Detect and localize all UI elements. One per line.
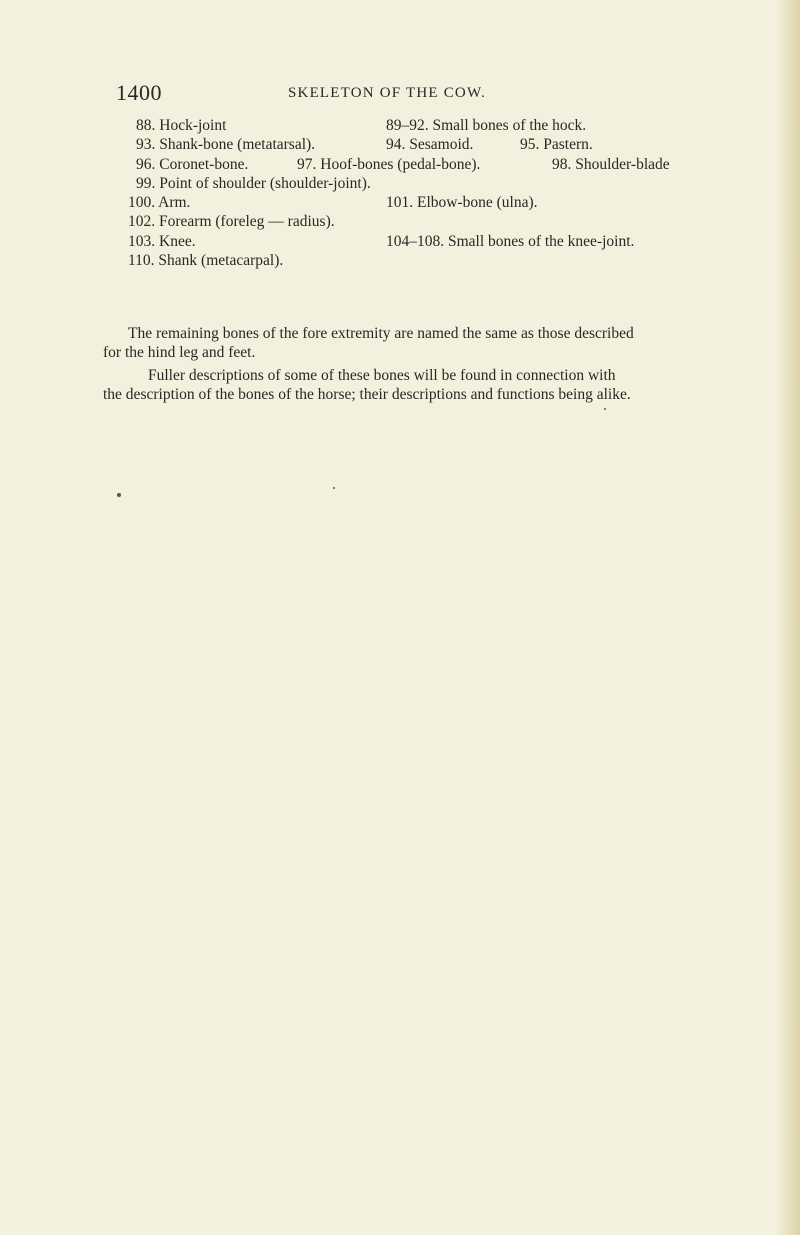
paragraph-line: for the hind leg and feet. bbox=[103, 344, 256, 362]
legend-entry-94: 94. Sesamoid. bbox=[386, 136, 474, 154]
paper-speck bbox=[333, 487, 335, 489]
paragraph-line: The remaining bones of the fore extremity are named the same as those described bbox=[128, 325, 634, 342]
paper-speck bbox=[604, 408, 606, 410]
figure-legend bbox=[116, 116, 686, 270]
paper-speck bbox=[117, 493, 121, 497]
legend-line bbox=[116, 251, 686, 270]
legend-line bbox=[116, 212, 686, 231]
legend-entry-98: 98. Shoulder-blade bbox=[552, 155, 670, 173]
legend-line bbox=[116, 135, 686, 154]
legend-entry-104-108: 104–108. Small bones of the knee-joint. bbox=[386, 232, 635, 250]
page-number: 1400 bbox=[116, 80, 162, 105]
legend-entry-102: 102. Forearm (foreleg — radius). bbox=[128, 213, 335, 231]
legend-entry-88: 88. Hock-joint bbox=[136, 117, 227, 134]
legend-line bbox=[116, 174, 686, 193]
legend-entry-93: 93. Shank-bone (metatarsal). bbox=[136, 136, 316, 154]
legend-entry-89-92: 89–92. Small bones of the hock. bbox=[386, 117, 587, 134]
legend-line bbox=[116, 116, 686, 135]
paragraph-remaining-bones bbox=[103, 324, 686, 363]
legend-line bbox=[116, 155, 686, 174]
legend-line bbox=[116, 232, 686, 251]
legend-entry-110: 110. Shank (metacarpal). bbox=[128, 252, 284, 270]
running-title: SKELETON OF THE COW. bbox=[288, 85, 486, 101]
legend-entry-96: 96. Coronet-bone. bbox=[136, 155, 249, 173]
page-edge-shadow bbox=[776, 0, 800, 1235]
paragraph-fuller-descriptions bbox=[103, 366, 686, 405]
legend-entry-100: 100. Arm. bbox=[128, 194, 191, 212]
legend-entry-95: 95. Pastern. bbox=[520, 136, 593, 154]
legend-entry-101: 101. Elbow-bone (ulna). bbox=[386, 194, 538, 212]
legend-entry-103: 103. Knee. bbox=[128, 232, 196, 250]
paragraph-line: Fuller descriptions of some of these bones will be found in connection with bbox=[148, 367, 616, 384]
legend-line bbox=[116, 193, 686, 212]
legend-entry-99: 99. Point of shoulder (shoulder-joint). bbox=[136, 174, 371, 192]
paragraph-line: the description of the bones of the horse; their descriptions and functions being alike. bbox=[103, 386, 631, 404]
legend-entry-97: 97. Hoof-bones (pedal-bone). bbox=[297, 155, 481, 173]
page-header bbox=[116, 80, 686, 106]
